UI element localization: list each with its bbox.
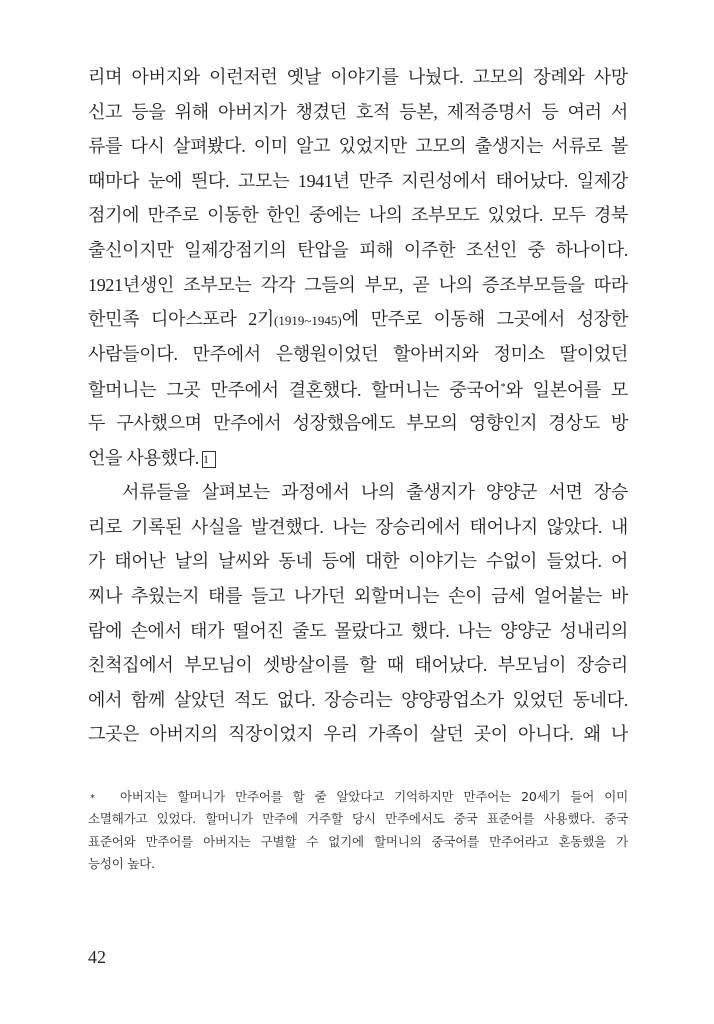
- paragraph-2: [88, 475, 628, 752]
- body-line: 출신이지만 일제강점기의 탄압을 피해 이주한 조선인 중 하나이다.: [88, 239, 628, 260]
- body-line: 리로 기록된 사실을 발견했다. 나는 장승리에서 태어나지 않았다. 내: [88, 516, 628, 537]
- line-text: 언을 사용했다.: [88, 447, 199, 468]
- footnote: [88, 786, 628, 876]
- boxed-note-number: 1: [202, 451, 216, 468]
- body-line: [88, 441, 628, 476]
- body-line: [88, 371, 628, 406]
- body-line: 1921년생인 조부모는 각각 그들의 부모, 곧 나의 증조부모들을 따라: [88, 274, 628, 295]
- footnote-marker: *: [90, 793, 95, 804]
- body-line: 가 태어난 날의 날씨와 동네 등에 대한 이야기는 수없이 들었다. 어: [88, 551, 628, 572]
- line-text: 한민족 디아스포라 2기: [88, 309, 275, 330]
- body-line: 그곳은 아버지의 직장이었지 우리 가족이 살던 곳이 아니다. 왜 나: [88, 724, 628, 745]
- body-line: 사람들이다. 만주에서 은행원이었던 할아버지와 정미소 딸이었던: [88, 343, 628, 364]
- footnote-line: [88, 786, 628, 808]
- body-line: 친척집에서 부모님이 셋방살이를 할 때 태어났다. 부모님이 장승리: [88, 655, 628, 676]
- body-line: 신고 등을 위해 아버지가 챙겼던 호적 등본, 제적증명서 등 여러 서: [88, 101, 628, 122]
- body-line: 람에 손에서 태가 떨어진 줄도 몰랐다고 했다. 나는 양양군 성내리의: [88, 620, 628, 641]
- footnote-text: 아버지는 할머니가 만주어를 할 줄 알았다고 기억하지만 만주어는 20세기 들어 이미: [120, 789, 628, 804]
- body-line: 서류들을 살펴보는 과정에서 나의 출생지가 양양군 서면 장승: [122, 482, 628, 503]
- body-line: 리며 아버지와 이런저런 옛날 이야기를 나눴다. 고모의 장례와 사망: [88, 67, 628, 87]
- body-line: 찌나 추웠는지 태를 들고 나가던 외할머니는 손이 금세 얼어붙는 바: [88, 585, 628, 606]
- line-text: 와 일본어를 모: [505, 380, 629, 401]
- body-line: [88, 302, 628, 337]
- body-line: 에서 함께 살았던 적도 없다. 장승리는 양양광업소가 있었던 동네다.: [88, 689, 628, 710]
- line-text: 에 만주로 이동해 그곳에서 성장한: [341, 309, 628, 330]
- date-range: (1919~1945): [274, 313, 342, 329]
- body-text: [88, 60, 628, 752]
- body-line: 류를 다시 살펴봤다. 이미 알고 있었지만 고모의 출생지는 서류로 볼: [88, 136, 628, 157]
- body-line: 점기에 만주로 이동한 한인 중에는 나의 조부모도 있었다. 모두 경북: [88, 205, 628, 226]
- line-text: 할머니는 그곳 만주에서 결혼했다. 할머니는 중국어: [88, 380, 501, 401]
- footnote-line: 표준어와 만주어를 아버지는 구별할 수 없기에 할머니의 중국어를 만주어라고 혼동했을 가: [88, 833, 628, 849]
- paragraph-1: [88, 60, 628, 475]
- body-line: 두 구사했으며 만주에서 성장했음에도 부모의 영향인지 경상도 방: [88, 412, 628, 433]
- footnote-line: 소멸해가고 있었다. 할머니가 만주에 거주할 당시 만주에서도 중국 표준어를 사용했다. 중국: [88, 811, 628, 827]
- footnote-reference: *: [500, 382, 506, 394]
- body-line: 때마다 눈에 띈다. 고모는 1941년 만주 지린성에서 태어났다. 일제강: [88, 170, 628, 191]
- footnote-line: 능성이 높다.: [88, 856, 155, 872]
- page-number: 42: [88, 947, 106, 967]
